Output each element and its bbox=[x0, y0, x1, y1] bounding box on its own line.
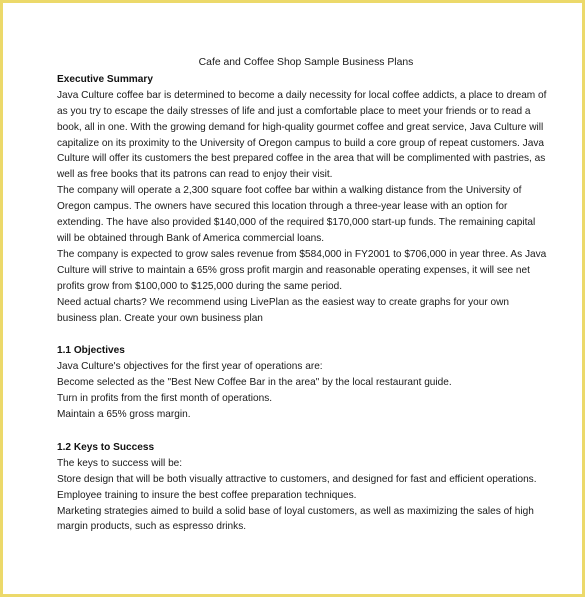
key-item: Employee training to insure the best coffee preparation techniques. bbox=[57, 489, 357, 501]
section-gap bbox=[57, 423, 547, 440]
liveplan-note: Need actual charts? We recommend using LivePlan as the easiest way to create graphs for your own business plan. Create your own business plan bbox=[57, 296, 510, 324]
objectives-heading: 1.1 Objectives bbox=[57, 345, 125, 357]
section-gap bbox=[57, 326, 547, 343]
objective-item: Become selected as the "Best New Coffee Bar in the area" by the local restaurant guide. bbox=[57, 377, 452, 389]
objectives-intro: Java Culture's objectives for the first year of operations are: bbox=[57, 361, 323, 373]
executive-summary-paragraph-2: The company will operate a 2,300 square foot coffee bar within a walking distance from the University of Oregon campus. The owners have secured this location through a three-year lease with an option for extending. The have also provided $140,000 of the required $170,000 start-up funds. The remaining capital will be obtained through Bank of America commercial loans. bbox=[57, 185, 536, 244]
keys-to-success-heading: 1.2 Keys to Success bbox=[57, 441, 155, 453]
objective-item: Turn in profits from the first month of operations. bbox=[57, 393, 273, 405]
key-item: Store design that will be both visually attractive to customers, and designed for fast and efficient operations. bbox=[57, 473, 537, 485]
keys-intro: The keys to success will be: bbox=[57, 457, 183, 469]
key-item: Marketing strategies aimed to build a solid base of loyal customers, as well as maximizing the sales of high margin products, such as espresso drinks. bbox=[57, 505, 534, 533]
executive-summary-paragraph-3: The company is expected to grow sales revenue from $584,000 in FY2001 to $706,000 in year three. As Java Culture will strive to maintain a 65% gross profit margin and reasonable operating expenses, it will see net profits grow from $100,000 to $125,000 during the same period. bbox=[57, 248, 547, 292]
document-body bbox=[57, 55, 547, 535]
executive-summary-paragraph-1: Java Culture coffee bar is determined to become a daily necessity for local coffee addicts, a place to dream of as you try to escape the daily stresses of life and just a comfortable place to meet your friends or to read a book, all in one. With the growing demand for high-quality gourmet coffee and great service, Java Culture will capitalize on its proximity to the University of Oregon campus to build a core group of repeat customers. Java Culture will offer its customers the best prepared coffee in the area that will be complimented with pastries, as well as free books that its patrons can read to enjoy their visit. bbox=[57, 89, 547, 181]
objective-item: Maintain a 65% gross margin. bbox=[57, 409, 191, 421]
executive-summary-heading: Executive Summary bbox=[57, 73, 153, 85]
document-title: Cafe and Coffee Shop Sample Business Plans bbox=[198, 57, 414, 68]
